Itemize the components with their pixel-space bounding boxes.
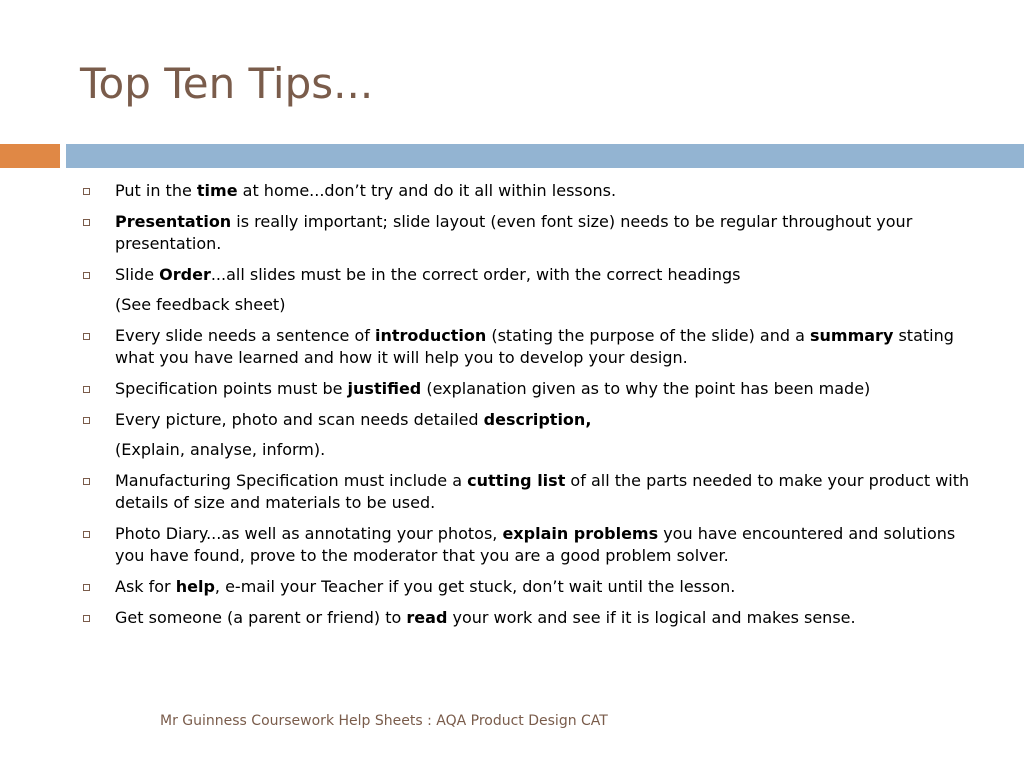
tip-text: Specification points must be xyxy=(115,379,348,398)
tip-item xyxy=(80,607,980,629)
tip-text: Get someone (a parent or friend) to xyxy=(115,608,407,627)
tip-keyword: Order xyxy=(159,265,211,284)
square-bullet-icon xyxy=(83,417,90,424)
tip-note xyxy=(80,294,980,316)
square-bullet-icon xyxy=(83,272,90,279)
tip-keyword: explain problems xyxy=(502,524,659,543)
square-bullet-icon xyxy=(83,478,90,485)
tip-keyword: description xyxy=(483,410,586,429)
tip-text: (See feedback sheet) xyxy=(115,295,286,314)
tip-item xyxy=(80,211,980,255)
tip-item xyxy=(80,470,980,514)
tip-text: your work and see if it is logical and makes sense. xyxy=(447,608,856,627)
square-bullet-icon xyxy=(83,333,90,340)
tip-note xyxy=(80,439,980,461)
tip-text: Photo Diary...as well as annotating your photos, xyxy=(115,524,503,543)
tip-keyword: summary xyxy=(810,326,894,345)
tip-item xyxy=(80,523,980,567)
accent-bar-orange xyxy=(0,144,60,168)
square-bullet-icon xyxy=(83,531,90,538)
tip-item xyxy=(80,576,980,598)
footer-text: Mr Guinness Coursework Help Sheets : AQA Product Design CAT xyxy=(160,713,608,729)
square-bullet-icon xyxy=(83,584,90,591)
tip-text: Put in the xyxy=(115,181,197,200)
tip-text: (explanation given as to why the point has been made) xyxy=(421,379,871,398)
tip-text: Slide xyxy=(115,265,160,284)
accent-bar-blue xyxy=(66,144,1024,168)
tip-item xyxy=(80,325,980,369)
tip-item xyxy=(80,378,980,400)
tip-text: Every picture, photo and scan needs detailed xyxy=(115,410,484,429)
tip-text: you have encountered and solutions you have found, prove to the moderator that you are a good problem solver. xyxy=(115,524,956,565)
tip-text: Ask for xyxy=(115,577,176,596)
square-bullet-icon xyxy=(83,219,90,226)
tip-text: Every slide needs a sentence of xyxy=(115,326,375,345)
tip-keyword: cutting list xyxy=(467,471,566,490)
tip-text: , e-mail your Teacher if you get stuck, don’t wait until the lesson. xyxy=(214,577,736,596)
slide-title: Top Ten Tips... xyxy=(80,59,374,108)
tip-keyword: , xyxy=(585,410,592,429)
tip-text: (stating the purpose of the slide) and a xyxy=(486,326,810,345)
tips-list xyxy=(80,180,980,638)
tip-keyword: read xyxy=(406,608,448,627)
tip-keyword: introduction xyxy=(374,326,487,345)
tip-text: Manufacturing Specification must include a xyxy=(115,471,468,490)
tip-text: stating what you have learned and how it will help you to develop your design. xyxy=(115,326,954,367)
tip-keyword: time xyxy=(196,181,238,200)
square-bullet-icon xyxy=(83,386,90,393)
tip-text: (Explain, analyse, inform). xyxy=(115,440,326,459)
square-bullet-icon xyxy=(83,615,90,622)
tip-text: of all the parts needed to make your product with details of size and materials to be used. xyxy=(115,471,970,512)
tip-keyword: Presentation xyxy=(115,212,232,231)
tip-keyword: help xyxy=(175,577,215,596)
tip-text: ...all slides must be in the correct order, with the correct headings xyxy=(210,265,741,284)
tip-item xyxy=(80,409,980,431)
tip-text: at home...don’t try and do it all within lessons. xyxy=(237,181,617,200)
tip-text: is really important; slide layout (even font size) needs to be regular throughout your presentation. xyxy=(115,212,913,253)
tip-item xyxy=(80,264,980,286)
square-bullet-icon xyxy=(83,188,90,195)
tip-keyword: justified xyxy=(347,379,422,398)
tip-item xyxy=(80,180,980,202)
